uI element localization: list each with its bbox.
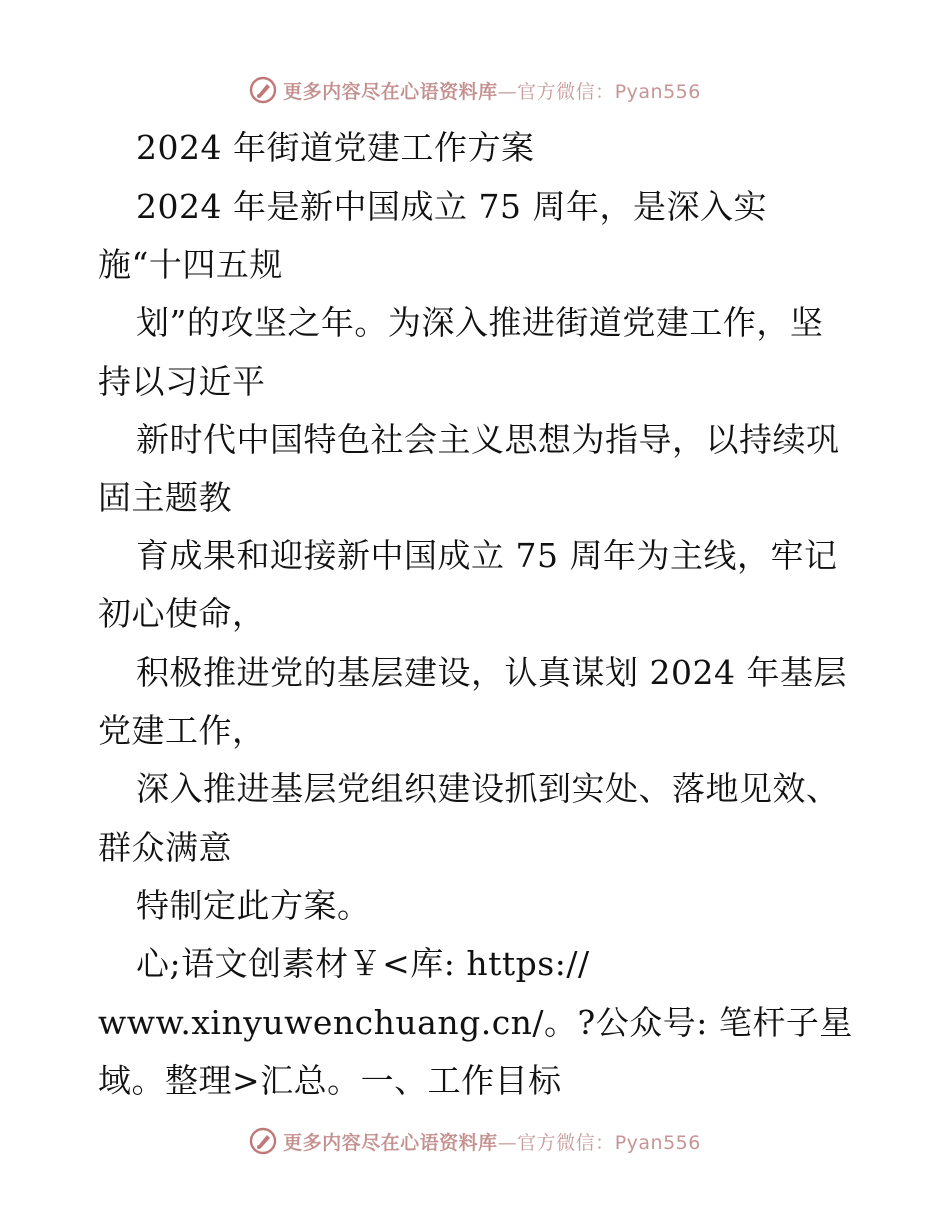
text-line: 固主题教 (98, 478, 232, 517)
text-line: 新时代中国特色社会主义思想为指导，以持续巩 (136, 420, 840, 459)
watermark-wechat-label: 官方微信： (517, 80, 615, 103)
text-line: 特制定此方案。 (136, 886, 371, 925)
text-line: 心;语文创素材￥<库: https:// (136, 944, 590, 983)
watermark-banner-bottom (0, 1121, 950, 1161)
text-line: 初心使命， (98, 594, 266, 633)
text-line: 育成果和迎接新中国成立 75 周年为主线，牢记 (136, 536, 838, 575)
watermark-wechat-id: Pyan556 (614, 80, 701, 103)
text-line: 域。整理>汇总。一、工作目标 (98, 1061, 562, 1100)
pen-nib-circle-icon (249, 76, 277, 104)
text-line: www.xinyuwenchuang.cn/。?公众号: 笔杆子星 (98, 1003, 853, 1042)
text-line: 群众满意 (98, 828, 232, 867)
watermark-wechat-id: Pyan556 (614, 1131, 701, 1154)
text-line: 划”的攻坚之年。为深入推进街道党建工作，坚 (136, 303, 824, 342)
text-line: 党建工作， (98, 711, 266, 750)
watermark-banner-top (0, 70, 950, 110)
watermark-separator: — (497, 1131, 518, 1154)
watermark-text (283, 1128, 701, 1155)
text-line: 积极推进党的基层建设，认真谋划 2024 年基层 (136, 653, 847, 692)
watermark-separator: — (497, 80, 518, 103)
pen-nib-circle-icon (249, 1127, 277, 1155)
text-line: 深入推进基层党组织建设抓到实处、落地见效、 (136, 769, 840, 808)
document-title: 2024 年街道党建工作方案 (136, 128, 535, 167)
watermark-wechat-label: 官方微信： (517, 1131, 615, 1154)
text-line: 施“十四五规 (98, 245, 283, 284)
text-line: 2024 年是新中国成立 75 周年，是深入实 (136, 187, 767, 226)
text-line: 持以习近平 (98, 362, 266, 401)
watermark-text (283, 77, 701, 104)
watermark-main-text: 更多内容尽在心语资料库 (283, 80, 498, 103)
watermark-main-text: 更多内容尽在心语资料库 (283, 1131, 498, 1154)
